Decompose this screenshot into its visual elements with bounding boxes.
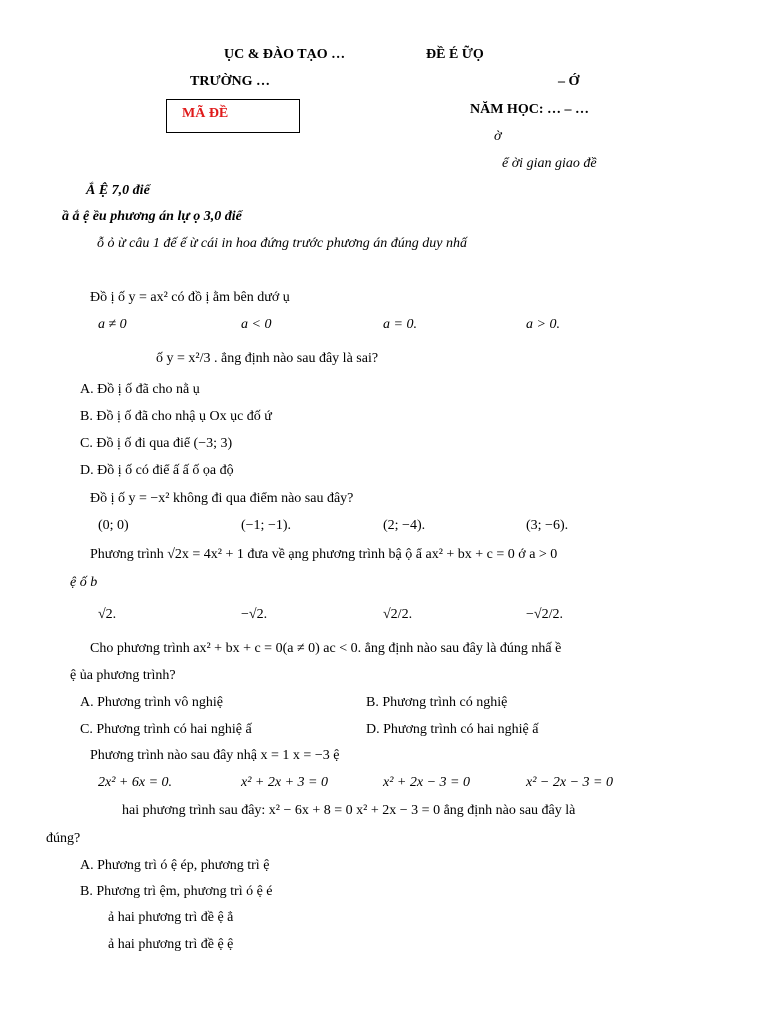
question-7-option-a: A. Phương trì ó ệ ép, phương trì ệ — [80, 858, 270, 873]
question-2-option-b: B. Đồ ị ố đã cho nhậ ụ Ox ục đố ứ — [80, 409, 272, 424]
question-6-option-b: x² + 2x + 3 = 0 — [241, 775, 328, 790]
question-4-option-b: −√2. — [241, 607, 268, 622]
question-7-option-c: ả hai phương trì đề ệ ẳ — [108, 910, 234, 925]
question-5-stem: Cho phương trình ax² + bx + c = 0(a ≠ 0) ac < 0. ẳng định nào sau đây là đúng nhấ ề — [90, 641, 562, 656]
question-7-option-d: ả hai phương trì đề ệ ệ — [108, 937, 234, 952]
question-4-stem-cont: ệ ố b — [70, 575, 98, 590]
question-5-option-b: B. Phương trình có nghiệ — [366, 695, 508, 710]
exam-code-label: MÃ ĐỀ — [182, 106, 229, 121]
question-6-option-c: x² + 2x − 3 = 0 — [383, 775, 470, 790]
instruction-text: ỗ ỏ ừ câu 1 đế ế ừ cái in hoa đứng trước phương án đúng duy nhấ — [97, 236, 468, 251]
question-1-option-a: a ≠ 0 — [98, 317, 127, 332]
question-3-option-a: (0; 0) — [98, 518, 129, 533]
question-3-option-c: (2; −4). — [383, 518, 426, 533]
question-7-stem: hai phương trình sau đây: x² − 6x + 8 = 0 x² + 2x − 3 = 0 ẳng định nào sau đây là — [122, 803, 576, 818]
question-5-stem-cont: ệ ủa phương trình? — [70, 668, 176, 683]
question-4-option-a: √2. — [98, 607, 117, 622]
question-6-option-d: x² − 2x − 3 = 0 — [526, 775, 613, 790]
question-6-stem: Phương trình nào sau đây nhậ x = 1 x = −3 ệ — [90, 748, 340, 763]
question-5-option-a: A. Phương trình vô nghiệ — [80, 695, 223, 710]
exam-subtitle: – Ớ — [558, 74, 580, 89]
question-4-stem: Phương trình √2x = 4x² + 1 đưa về ạng phương trình bậ ộ ẩ ax² + bx + c = 0 ớ a > 0 — [90, 547, 558, 562]
question-4-option-c: √2/2. — [383, 607, 413, 622]
question-2-option-d: D. Đồ ị ố có điể ấ ấ ố ọa độ — [80, 463, 234, 478]
question-5-option-c: C. Phương trình có hai nghiệ ấ — [80, 722, 252, 737]
question-2-option-a: A. Đồ ị ố đã cho nằ ụ — [80, 382, 200, 397]
part-one-subheading: ầ ắ ệ ều phương án lự ọ 3,0 điể — [62, 209, 242, 224]
question-2-option-c: C. Đồ ị ố đi qua điể (−3; 3) — [80, 436, 233, 451]
question-1-option-d: a > 0. — [526, 317, 560, 332]
question-7-option-b: B. Phương trì ệm, phương trì ó ệ é — [80, 884, 273, 899]
time-note: ể ời gian giao đề — [502, 156, 597, 171]
question-3-option-d: (3; −6). — [526, 518, 569, 533]
question-4-option-d: −√2/2. — [526, 607, 563, 622]
question-2-stem: ố y = x²/3 . ẳng định nào sau đây là sai? — [156, 351, 379, 366]
question-6-option-a: 2x² + 6x = 0. — [98, 775, 173, 790]
question-5-option-d: D. Phương trình có hai nghiệ ấ — [366, 722, 539, 737]
question-3-option-b: (−1; −1). — [241, 518, 292, 533]
question-1-option-b: a < 0 — [241, 317, 272, 332]
question-3-stem: Đồ ị ố y = −x² không đi qua điểm nào sau đây? — [90, 491, 354, 506]
school-name: TRƯỜNG … — [190, 74, 270, 89]
department-title: ỤC & ĐÀO TẠO … — [224, 47, 346, 62]
question-1-stem: Đồ ị ố y = ax² có đồ ị ằm bên dướ ụ — [90, 290, 290, 305]
duration-line: ờ — [494, 129, 502, 144]
part-one-heading: Ắ Ệ 7,0 điể — [86, 183, 150, 198]
school-year: NĂM HỌC: … – … — [470, 102, 589, 117]
question-7-stem-cont: đúng? — [46, 831, 81, 846]
exam-title: ĐỀ É ỮỌ — [426, 47, 484, 62]
question-1-option-c: a = 0. — [383, 317, 417, 332]
